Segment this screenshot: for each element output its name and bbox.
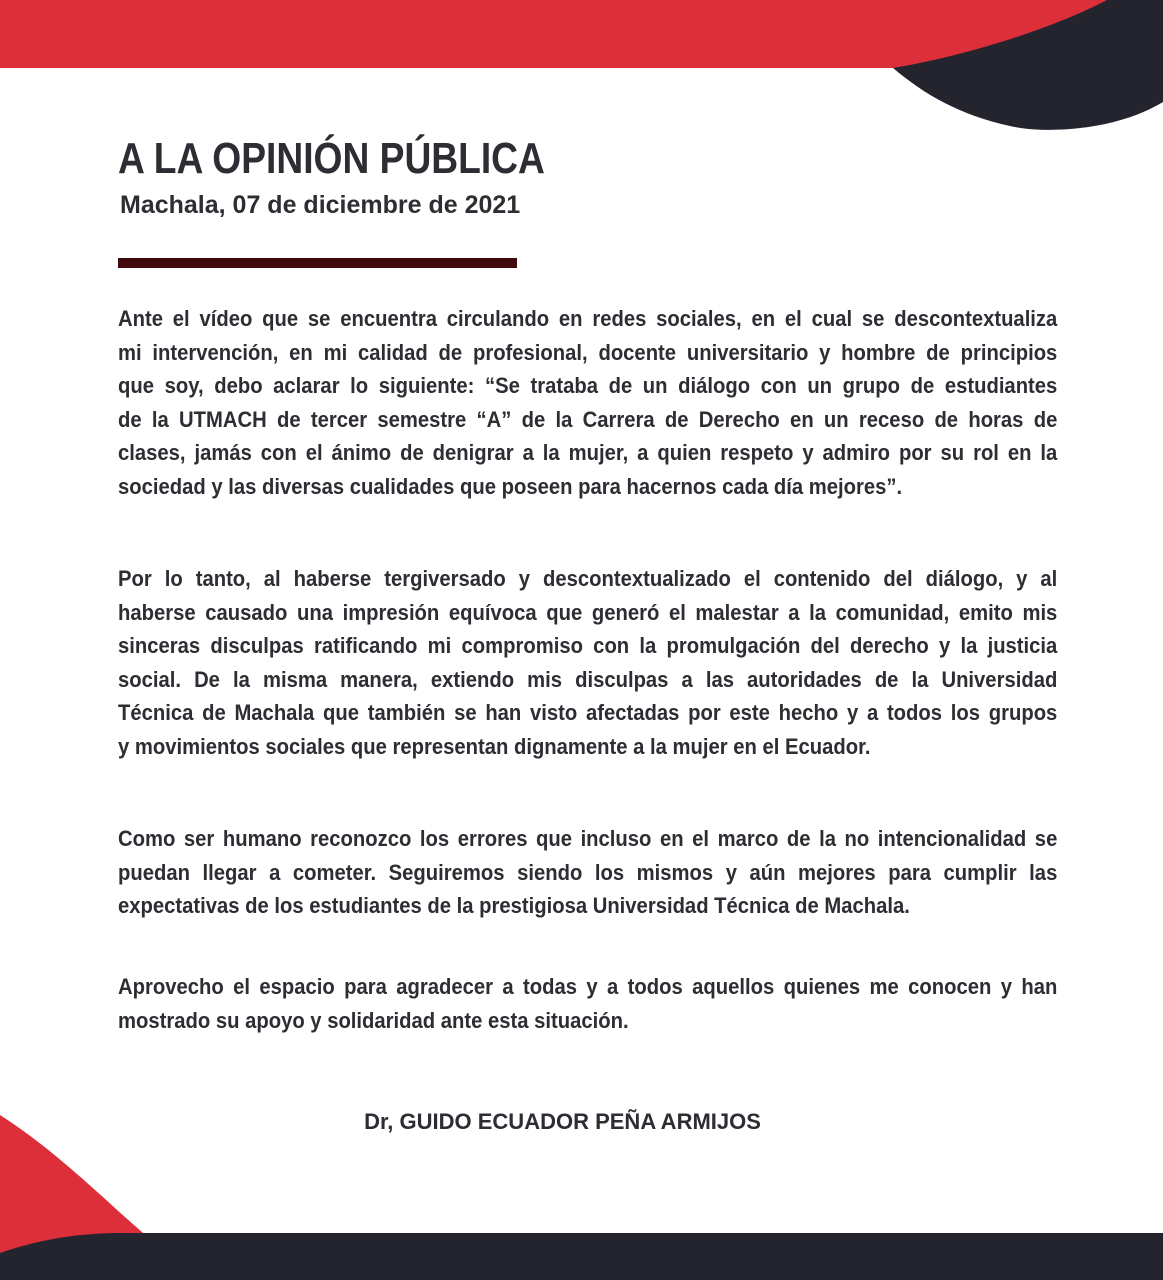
paragraph-line: mi intervención, en mi calidad de profesional, docente universitario y hombre de principios [118,339,1058,365]
paragraph-line: sinceras disculpas ratificando mi compromiso con la promulgación del derecho y la justicia [118,633,1058,658]
paragraph-1 [118,302,1057,503]
page-title: A LA OPINIÓN PÚBLICA [118,134,545,183]
dateline: Machala, 07 de diciembre de 2021 [120,191,521,219]
signature: Dr, GUIDO ECUADOR PEÑA ARMIJOS [364,1109,761,1134]
paragraph-line: haberse causado una impresión equívoca que generó el malestar a la comunidad, emito mis [118,599,1058,625]
paragraph-line: Por lo tanto, al haberse tergiversado y descontextualizado el contenido del diálogo, y al [118,566,1058,591]
paragraph-line: Como ser humano reconozco los errores que incluso en el marco de la no intencionalidad se [118,826,1058,851]
paragraph-line: mostrado su apoyo y solidaridad ante esta situación. [118,1007,629,1033]
paragraph-line: sociedad y las diversas cualidades que poseen para hacernos cada día mejores”. [118,473,903,499]
paragraph-line: Técnica de Machala que también se han visto afectadas por este hecho y a todos los grupos [118,700,1058,725]
paragraph-line: de la UTMACH de tercer semestre “A” de la Carrera de Derecho en un receso de horas de [118,406,1058,432]
paragraph-line: Ante el vídeo que se encuentra circulando en redes sociales, en el cual se descontextualiza [118,306,1058,331]
paragraph-3 [118,822,1057,923]
paragraph-line: Aprovecho el espacio para agradecer a todas y a todos aquellos quienes me conocen y han [118,974,1058,999]
divider-rule [118,258,517,268]
paragraph-line: puedan llegar a cometer. Seguiremos siendo los mismos y aún mejores para cumplir las [118,859,1058,885]
paragraph-line: clases, jamás con el ánimo de denigrar a la mujer, a quien respeto y admiro por su rol en la [118,440,1058,465]
paragraph-2 [118,562,1057,763]
paragraph-line: y movimientos sociales que representan dignamente a la mujer en el Ecuador. [118,733,871,759]
paragraph-4 [118,970,1057,1037]
paragraph-line: que soy, debo aclarar lo siguiente: “Se trataba de un diálogo con un grupo de estudiantes [118,373,1058,398]
paragraph-line: expectativas de los estudiantes de la prestigiosa Universidad Técnica de Machala. [118,893,910,918]
paragraph-line: social. De la misma manera, extiendo mis disculpas a las autoridades de la Universidad [118,666,1058,692]
